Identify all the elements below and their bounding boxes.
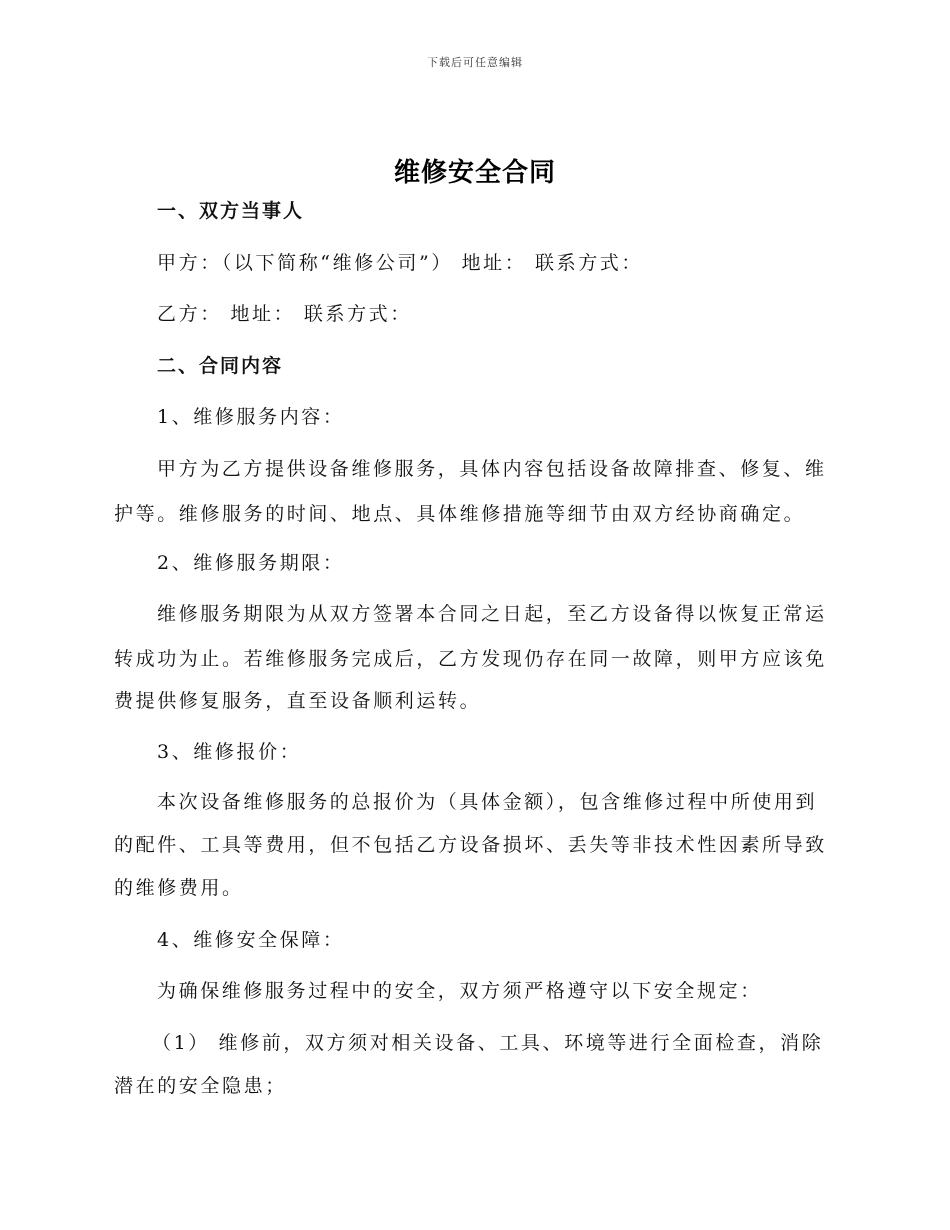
party-a-line: 甲方：（以下简称“维修公司”） 地址： 联系方式：	[157, 252, 644, 274]
clause-3-text-line-1: 本次设备维修服务的总报价为（具体金额），包含维修过程中所使用到	[157, 791, 818, 813]
clause-3-text-line-2: 的配件、工具等费用，但不包括乙方设备损坏、丢失等非技术性因素所导致	[114, 834, 827, 856]
clause-2-text-line-2: 转成功为止。若维修服务完成后，乙方发现仍存在同一故障，则甲方应该免	[114, 648, 827, 670]
section-heading-parties: 一、双方当事人	[157, 200, 305, 222]
clause-1-title: 1、维修服务内容：	[157, 406, 345, 428]
clause-3-title: 3、维修报价：	[157, 741, 302, 763]
section-heading-content: 二、合同内容	[157, 355, 284, 377]
clause-4-intro: 为确保维修服务过程中的安全，双方须严格遵守以下安全规定：	[157, 980, 762, 1002]
clause-1-text-line-1: 甲方为乙方提供设备维修服务，具体内容包括设备故障排查、修复、维	[157, 458, 827, 480]
clause-2-title: 2、维修服务期限：	[157, 552, 345, 574]
clause-2-text-line-1: 维修服务期限为从双方签署本合同之日起，至乙方设备得以恢复正常运	[157, 603, 827, 625]
clause-3-text-line-3: 的维修费用。	[114, 877, 244, 899]
clause-4-title: 4、维修安全保障：	[157, 929, 345, 951]
clause-2-text-line-3: 费提供修复服务，直至设备顺利运转。	[114, 690, 482, 712]
party-b-line: 乙方： 地址： 联系方式：	[157, 303, 412, 325]
clause-1-text-line-2: 护等。维修服务的时间、地点、具体维修措施等细节由双方经协商确定。	[114, 503, 806, 525]
clause-4-item-1-line-1: （1） 维修前，双方须对相关设备、工具、环境等进行全面检查，消除	[152, 1032, 824, 1054]
clause-4-item-1-line-2: 潜在的安全隐患；	[114, 1075, 287, 1097]
document-title: 维修安全合同	[393, 158, 556, 188]
header-note: 下载后可任意编辑	[427, 56, 523, 69]
